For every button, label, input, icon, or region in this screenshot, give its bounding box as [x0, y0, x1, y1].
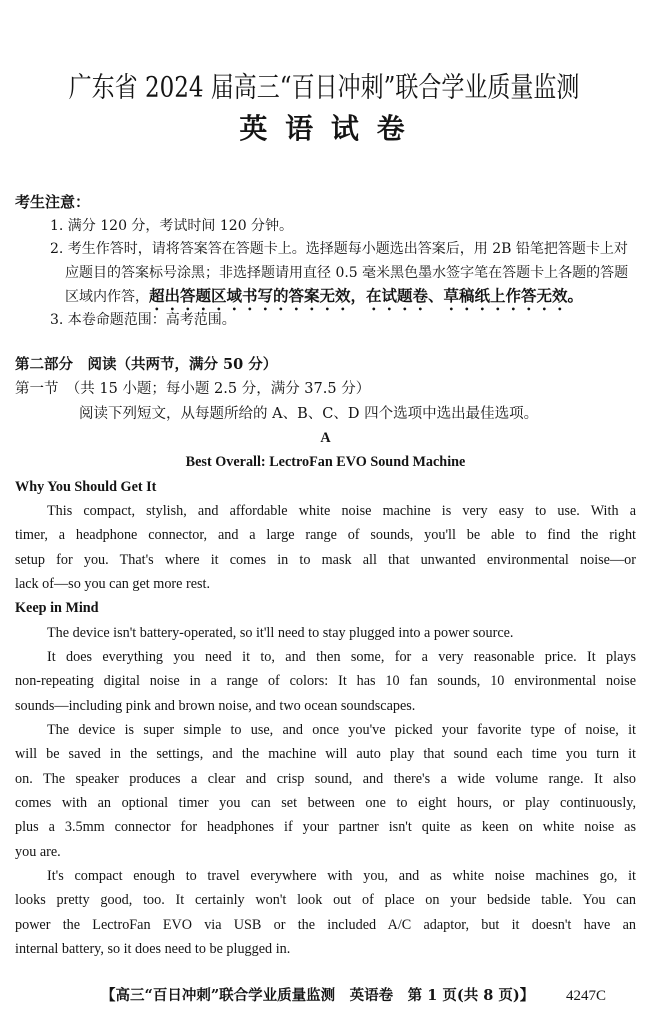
passage-line: This compact, stylish, and affordable white noise machine is very easy to use. With a	[47, 502, 636, 519]
passage-label: A	[320, 429, 331, 446]
passage-line: It's compact enough to travel everywhere with you, and as white noise machines go, it	[47, 867, 636, 884]
section-instruction: 阅读下列短文，从每题所给的 A、B、C、D 四个选项中选出最佳选项。	[79, 405, 539, 422]
notice-item-2-last-line	[0, 285, 648, 309]
passage-line: The device isn't battery-operated, so it'll need to stay plugged into a power source.	[47, 624, 514, 641]
passage-line: plus a 3.5mm connector for headphones if your partner isn't quite as keen on white noise as	[15, 819, 636, 836]
exam-subject-title: 英 语 试 卷	[239, 112, 409, 145]
notice-item-1: 1. 满分 120 分，考试时间 120 分钟。	[50, 217, 294, 234]
passage-line: sounds—including pink and brown noise, and two ocean soundscapes.	[15, 697, 416, 714]
passage-heading: Why You Should Get It	[15, 478, 157, 495]
reading-section	[15, 353, 636, 961]
passage-line: lack of—so you can get more rest.	[15, 575, 211, 592]
notice-item-2-text: 区域内作答，	[65, 289, 149, 305]
passage-line: setup for you. That's where it comes in to mask all that unwanted environmental noise—or	[15, 551, 636, 568]
passage-heading: Keep in Mind	[15, 600, 99, 617]
exam-title: 广东省 2024 届高三“百日冲刺”联合学业质量监测	[68, 72, 580, 104]
exam-code: 4247C	[566, 988, 607, 1004]
section-part-title: 第二部分 阅读（共两节，满分 50 分）	[15, 356, 278, 373]
notice-item-3: 3. 本卷命题范围：高考范围。	[50, 311, 236, 328]
passage-line: non-repeating digital noise in a range of colors: It has 10 fan sounds, 10 environmental noise	[15, 673, 636, 690]
passage-line: The device is super simple to use, and once you've picked your favorite type of noise, it	[47, 721, 636, 738]
notice-emphasis-text: 超出答题区域书写的答案无效，在试题卷、草稿纸上作答无效。	[149, 287, 584, 305]
passage-line: internal battery, so it does need to be plugged in.	[15, 940, 291, 957]
notice-item-2-line: 2. 考生作答时，请将答案答在答题卡上。选择题每小题选出答案后，用 2B 铅笔把答题卡上对	[50, 241, 628, 257]
passage-line: timer, a headphone connector, and a large range of sounds, you'll be able to find the right	[15, 527, 636, 544]
passage-line: power the LectroFan EVO via USB or the included A/C adaptor, but it doesn't have an	[15, 916, 636, 933]
candidate-notice	[0, 191, 648, 332]
passage-line: comes with an optional timer you can set between one to eight hours, or play continuously,	[15, 794, 636, 811]
notice-item-2-line: 应题目的答案标号涂黑；非选择题请用直径 0.5 毫米黑色墨水签字笔在答题卡上各题的答题	[65, 264, 629, 281]
notice-heading: 考生注意：	[15, 193, 91, 211]
passage-line: on. The speaker produces a clear and crisp sound, and there's a wide volume range. It also	[15, 770, 636, 787]
section-subtitle: 第一节 （共 15 小题；每小题 2.5 分，满分 37.5 分）	[15, 381, 371, 398]
passage-line: looks pretty good, too. It certainly won't look out of place on your bedside table. You can	[15, 892, 636, 909]
footer-text: 【高三“百日冲刺”联合学业质量监测 英语卷 第 1 页(共 8 页)】	[101, 987, 535, 1004]
passage-line: you are.	[15, 843, 61, 860]
passage-line: It does everything you need it to, and then some, for a very reasonable price. It plays	[47, 648, 636, 665]
passage-title: Best Overall: LectroFan EVO Sound Machine	[185, 454, 466, 471]
passage-line: will be saved in the settings, and the machine will auto play that sound each time you turn it	[15, 746, 636, 763]
